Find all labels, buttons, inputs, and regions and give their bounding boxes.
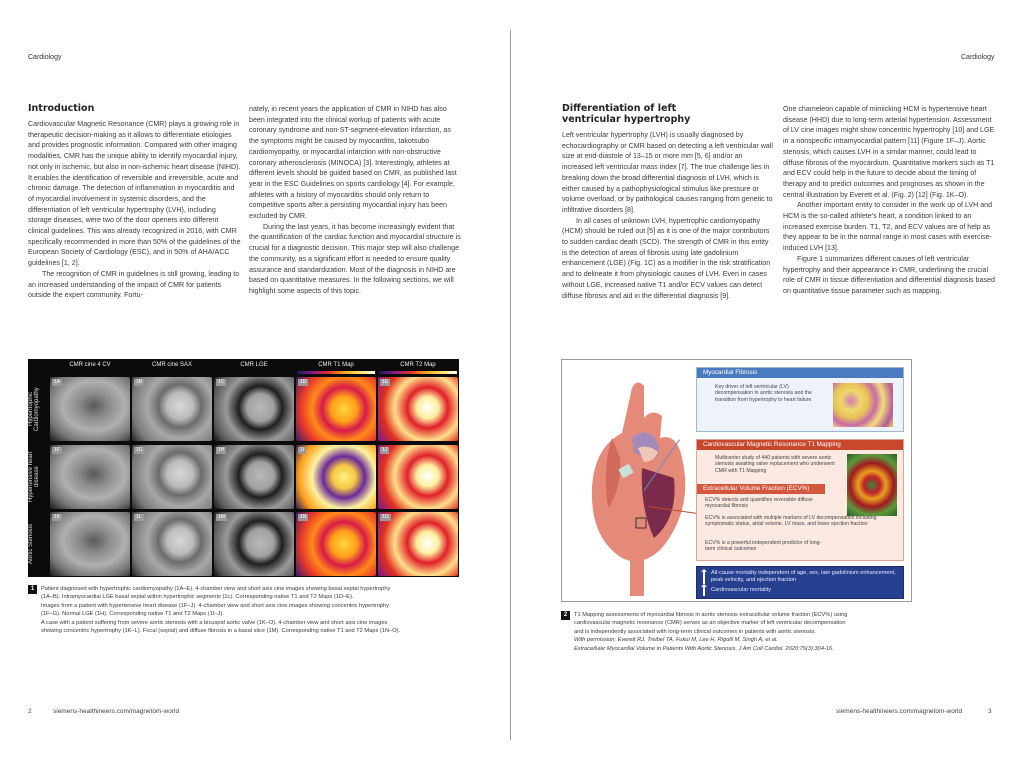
image-tile bbox=[378, 445, 458, 509]
lvh-column-1 bbox=[562, 103, 775, 301]
paragraph: The recognition of CMR in guidelines is still growing, leading to an increased understanding of the impact of CMR for patients outside the expert community. Fortu- bbox=[28, 269, 240, 300]
paragraph: One chameleon capable of mimicking HCM is hypertensive heart disease (HHD) due to long-term arterial hypertension. Assessment of LV cine images might show concentric hypertrophy [10] and LGE in a nonspecific intramyocardial pattern [11] (Figure 1F–J). Aortic stenosis, which causes LVH in a similar manner, could lead to diffuse fibrosis of the myocardium. Quantitative markers such as T1 and ECV could help in the future to decide about the timing of therapy and to predict outcomes and prognoses as shown in the central illustration by Everett et al. (Fig. 2) [12] (Fig. 1K–O). bbox=[783, 105, 995, 199]
footer-url-right[interactable]: siemens-healthineers.com/magnetom-world bbox=[836, 708, 963, 715]
mortality-box bbox=[696, 566, 904, 599]
page-number-left: 2 bbox=[28, 708, 32, 715]
mortality-line: Cardiovascular mortality bbox=[711, 587, 771, 593]
heart-illustration-icon bbox=[582, 378, 702, 598]
tile-label: 1I bbox=[300, 447, 305, 453]
paragraph: Left ventricular hypertrophy (LVH) is usually diagnosed by echocardiography or CMR based on detecting a left ventricular wall size at end-diastole of 13–15 or more mm [5, 6] and/or an increased left ventricular mass index [7]. The true challenge lies in breaking down the broad differential diagnosis of LVH, which is either caused by a pathophysiological stimulus like pressure or volume overload, or by pathological causes ranging from genetic to infiltrative disorders [8]. bbox=[562, 131, 773, 214]
paragraph: During the last years, it has become increasingly evident that the quantification of the cardiac function and myocardial structure is crucial for a diagnostic decision. This major step will also challenge the community, as a significant effort is needed to ensure quality assurance and standardization. Most of the diagnosis in NIHD are based on quantitative measures. In the following sections, we will highlight some aspects of this topic. bbox=[249, 222, 461, 295]
credit-line: Extracellular Myocardial Volume in Patients With Aortic Stenosis. J Am Coll Cardiol. 2020;75(3):304-16. bbox=[574, 645, 834, 652]
image-tile bbox=[132, 377, 212, 441]
paragraph: Figure 1 summarizes different causes of left ventricular hypertrophy and their appearance in CMR, underlining the crucial role of CMR in tissue differentiation and differential diagnosis based on quantitative tissue parameter such as mapping. bbox=[783, 254, 995, 295]
tile-label: 1G bbox=[136, 447, 143, 453]
figure-number-badge: 1 bbox=[28, 585, 37, 594]
image-tile bbox=[50, 512, 130, 576]
running-head-right: Cardiology bbox=[961, 54, 995, 61]
paragraph: Another important entity to consider in the work up of LVH and HCM is the so-called athlete's heart, a condition linked to an increased exercise burden. T1, T2, and ECV values are of help as they appear to be in the normal range in most cases with exercise-induced LVH [13]. bbox=[783, 201, 993, 253]
mortality-line: All-cause mortality independent of age, sex, late gadolinium enhancement, peak velocity, and ejection fraction bbox=[711, 570, 896, 583]
tile-label: 1D bbox=[300, 379, 307, 385]
image-tile bbox=[132, 512, 212, 576]
caption-line: Images from a patient with hypertensive heart disease (1F–J). 4-chamber view and short axis cine images showing concentric hypertrophy bbox=[41, 602, 390, 609]
caption-line: cardiovascular magnetic resonance (CMR) serves as an objective marker of left ventricular decompensation bbox=[574, 620, 846, 627]
t1-mapping-box bbox=[696, 439, 904, 561]
figure-2-caption bbox=[561, 611, 921, 653]
paragraph: Cardiovascular Magnetic Resonance (CMR) plays a growing role in therapeutic decision-making as it allows to differentiate etiologies and provides prognostic information. Compared with other imaging modalities, CMR has the unique ability to identify myocardial injury, not only in ischemic, but also in non-ischemic heart disease (NIHD). It enables the identification of reversible and irreversible, acute and chronic damage. The detection of inflammation in myocarditis and of myocardial involvement in systemic disorders, and the differentiation of left ventricular hypertrophy (LVH), including storage diseases, were two of the door openers into different clinical guidelines. This was already recognized in 2016, with CMR specifically recommended in more than 50% of the guidelines of the European Society of Cardiology (ESC), and in 50% of AHA/ACC guidelines [1, 2]. bbox=[28, 120, 241, 268]
intro-column-1 bbox=[28, 103, 241, 301]
arrow-up-icon bbox=[703, 572, 705, 584]
image-tile bbox=[214, 445, 294, 509]
paragraph: nately, in recent years the application of CMR in NIHD has also been integrated into the clinical workup of patients with acute coronary syndrome and non-ST-segment-elevation infarction, as the symptoms might be caused by myocarditis, takotsubo cardiomyopathy, or myocardial infarction with non-obstructive coronary atherosclerosis (MINOCA) [3]. Interestingly, athletes at different levels should be guided based on CMR, as published last year in the ESC Guidelines on sports cardiology [4]. For example, athletes with a history of myocarditis should only return to competitive sports after a persisting myocardial injury has been excluded by CMR. bbox=[249, 105, 457, 221]
box-text: Key driver of left ventricular (LV) decompensation in aortic stenosis and the transition from hypertrophy to heart failure bbox=[715, 384, 812, 403]
image-tile bbox=[378, 512, 458, 576]
tile-label: 1K bbox=[54, 514, 61, 520]
column-header: CMR T2 Map bbox=[400, 362, 436, 368]
image-tile bbox=[50, 445, 130, 509]
ecv-header: Extracellular Volume Fraction (ECV%) bbox=[697, 484, 825, 494]
caption-line: Patient diagnosed with hypertrophic cardiomyopathy (1A–E). 4-chamber view and short axis cine images showing basal septal hypertrophy bbox=[41, 586, 391, 592]
tile-label: 1H bbox=[218, 447, 225, 453]
image-tile bbox=[50, 377, 130, 441]
lvh-column-2 bbox=[783, 104, 997, 297]
histology-image bbox=[833, 383, 893, 427]
box-header: Cardiovascular Magnetic Resonance T1 Mapping bbox=[697, 440, 903, 450]
section-title-lvh: Differentiation of left ventricular hypertrophy bbox=[562, 103, 691, 125]
paragraph: In all cases of unknown LVH, hypertrophic cardiomyopathy (HCM) should be ruled out [5] as it is one of the major contributors to sudden cardiac death (SCD). The strength of CMR in this entity is the detection of areas of fibrosis using late gadolinium enhancement (LGE) (Fig. 1C) as a modifier in the risk stratification and to delineate it from physiologic causes of LVH. Even in cases without LGE, increased native T1 and/or ECV values can detect diffuse fibrosis and aid in the differential diagnosis [9]. bbox=[562, 216, 771, 300]
figure-2-central-illustration bbox=[561, 359, 912, 602]
ecv-point: ECV% detects and quantifies reversible diffuse myocardial fibrosis bbox=[705, 497, 813, 510]
image-tile bbox=[214, 512, 294, 576]
page-spine-divider bbox=[510, 30, 511, 740]
running-head-left: Cardiology bbox=[28, 54, 62, 61]
intro-column-2 bbox=[249, 104, 461, 297]
box-header: Myocardial Fibrosis bbox=[697, 368, 903, 378]
figure-1-caption bbox=[28, 585, 468, 635]
figure-number-badge: 2 bbox=[561, 611, 570, 620]
left-page bbox=[0, 0, 510, 768]
page-number-right: 3 bbox=[988, 708, 992, 715]
t1-map-image bbox=[847, 454, 897, 516]
tile-label: 1B bbox=[136, 379, 143, 385]
image-tile bbox=[378, 377, 458, 441]
tile-label: 1L bbox=[136, 514, 142, 520]
caption-line: (1A–B). Intramyocardial LGE basal septal within hypertrophic segments (1c). Corresponding native T1 and T2 Maps (1D–E). bbox=[41, 594, 354, 601]
row-label: Hypertrophic Cardiomyopathy bbox=[28, 387, 40, 431]
figure-1-cmr-image-grid bbox=[28, 359, 459, 577]
image-tile bbox=[296, 445, 376, 509]
caption-line: (1F–G). Normal LGE (1H). Corresponding native T1 and T2 Maps (1I–J). bbox=[41, 611, 224, 618]
tile-label: 1N bbox=[300, 514, 307, 520]
caption-line: A case with a patient suffering from severe aortic stenosis with a bicuspid aortic valve (1K–O). 4-chamber view and short axis cine images bbox=[41, 619, 388, 626]
column-header: CMR T1 Map bbox=[318, 362, 354, 368]
tile-label: 1J bbox=[382, 447, 388, 453]
image-tile bbox=[132, 445, 212, 509]
tile-label: 1A bbox=[54, 379, 61, 385]
row-label: Aortic Stenosis bbox=[28, 523, 34, 565]
column-header: CMR cine 4 CV bbox=[69, 362, 111, 368]
tile-label: 1M bbox=[218, 514, 225, 520]
row-label: Hypertensive heart disease bbox=[28, 451, 40, 503]
arrow-up-icon bbox=[703, 587, 705, 596]
image-tile bbox=[296, 512, 376, 576]
t2-colorbar bbox=[379, 371, 457, 374]
column-header: CMR LGE bbox=[240, 362, 268, 368]
section-title-introduction: Introduction bbox=[28, 103, 95, 114]
tile-label: 1C bbox=[218, 379, 225, 385]
footer-url-left[interactable]: siemens-healthineers.com/magnetom-world bbox=[53, 708, 180, 715]
ecv-point: ECV% is associated with multiple markers of LV decompensation including symptomatic status, atrial volume, LV mass, and lower ejection fraction bbox=[705, 515, 877, 528]
credit-line: With permission: Everett RJ, Treibel TA, Fukui M, Lee H, Rigolli M, Singh A, et al. bbox=[574, 637, 778, 644]
ecv-point: ECV% is a powerful independent predictor of long-term clinical outcomes bbox=[705, 540, 822, 553]
tile-label: 1F bbox=[54, 447, 60, 453]
myocardial-fibrosis-box bbox=[696, 367, 904, 432]
tile-label: 1O bbox=[382, 514, 389, 520]
caption-line: and is independently associated with long-term clinical outcomes in patients with aortic stenosis. bbox=[574, 628, 816, 635]
t1-colorbar bbox=[297, 371, 375, 374]
image-tile bbox=[214, 377, 294, 441]
tile-label: 1E bbox=[382, 379, 389, 385]
box-text: Multicenter study of 440 patients with severe aortic stenosis awaiting valve replacement who underwent CMR with T1 Mapping bbox=[715, 455, 835, 474]
image-tile bbox=[296, 377, 376, 441]
caption-line: T1 Mapping assessments of myocardial fibrosis in aortic stenosis extracellular volume fraction (ECV%) using bbox=[574, 612, 848, 618]
column-header: CMR cine SAX bbox=[151, 362, 192, 368]
caption-line: showing concentric hypertrophy (1K–L). Focal (septal) and diffuse fibrosis in a basal slice (1M). Corresponding native T1 and T2 Maps (1N–O). bbox=[41, 628, 401, 635]
